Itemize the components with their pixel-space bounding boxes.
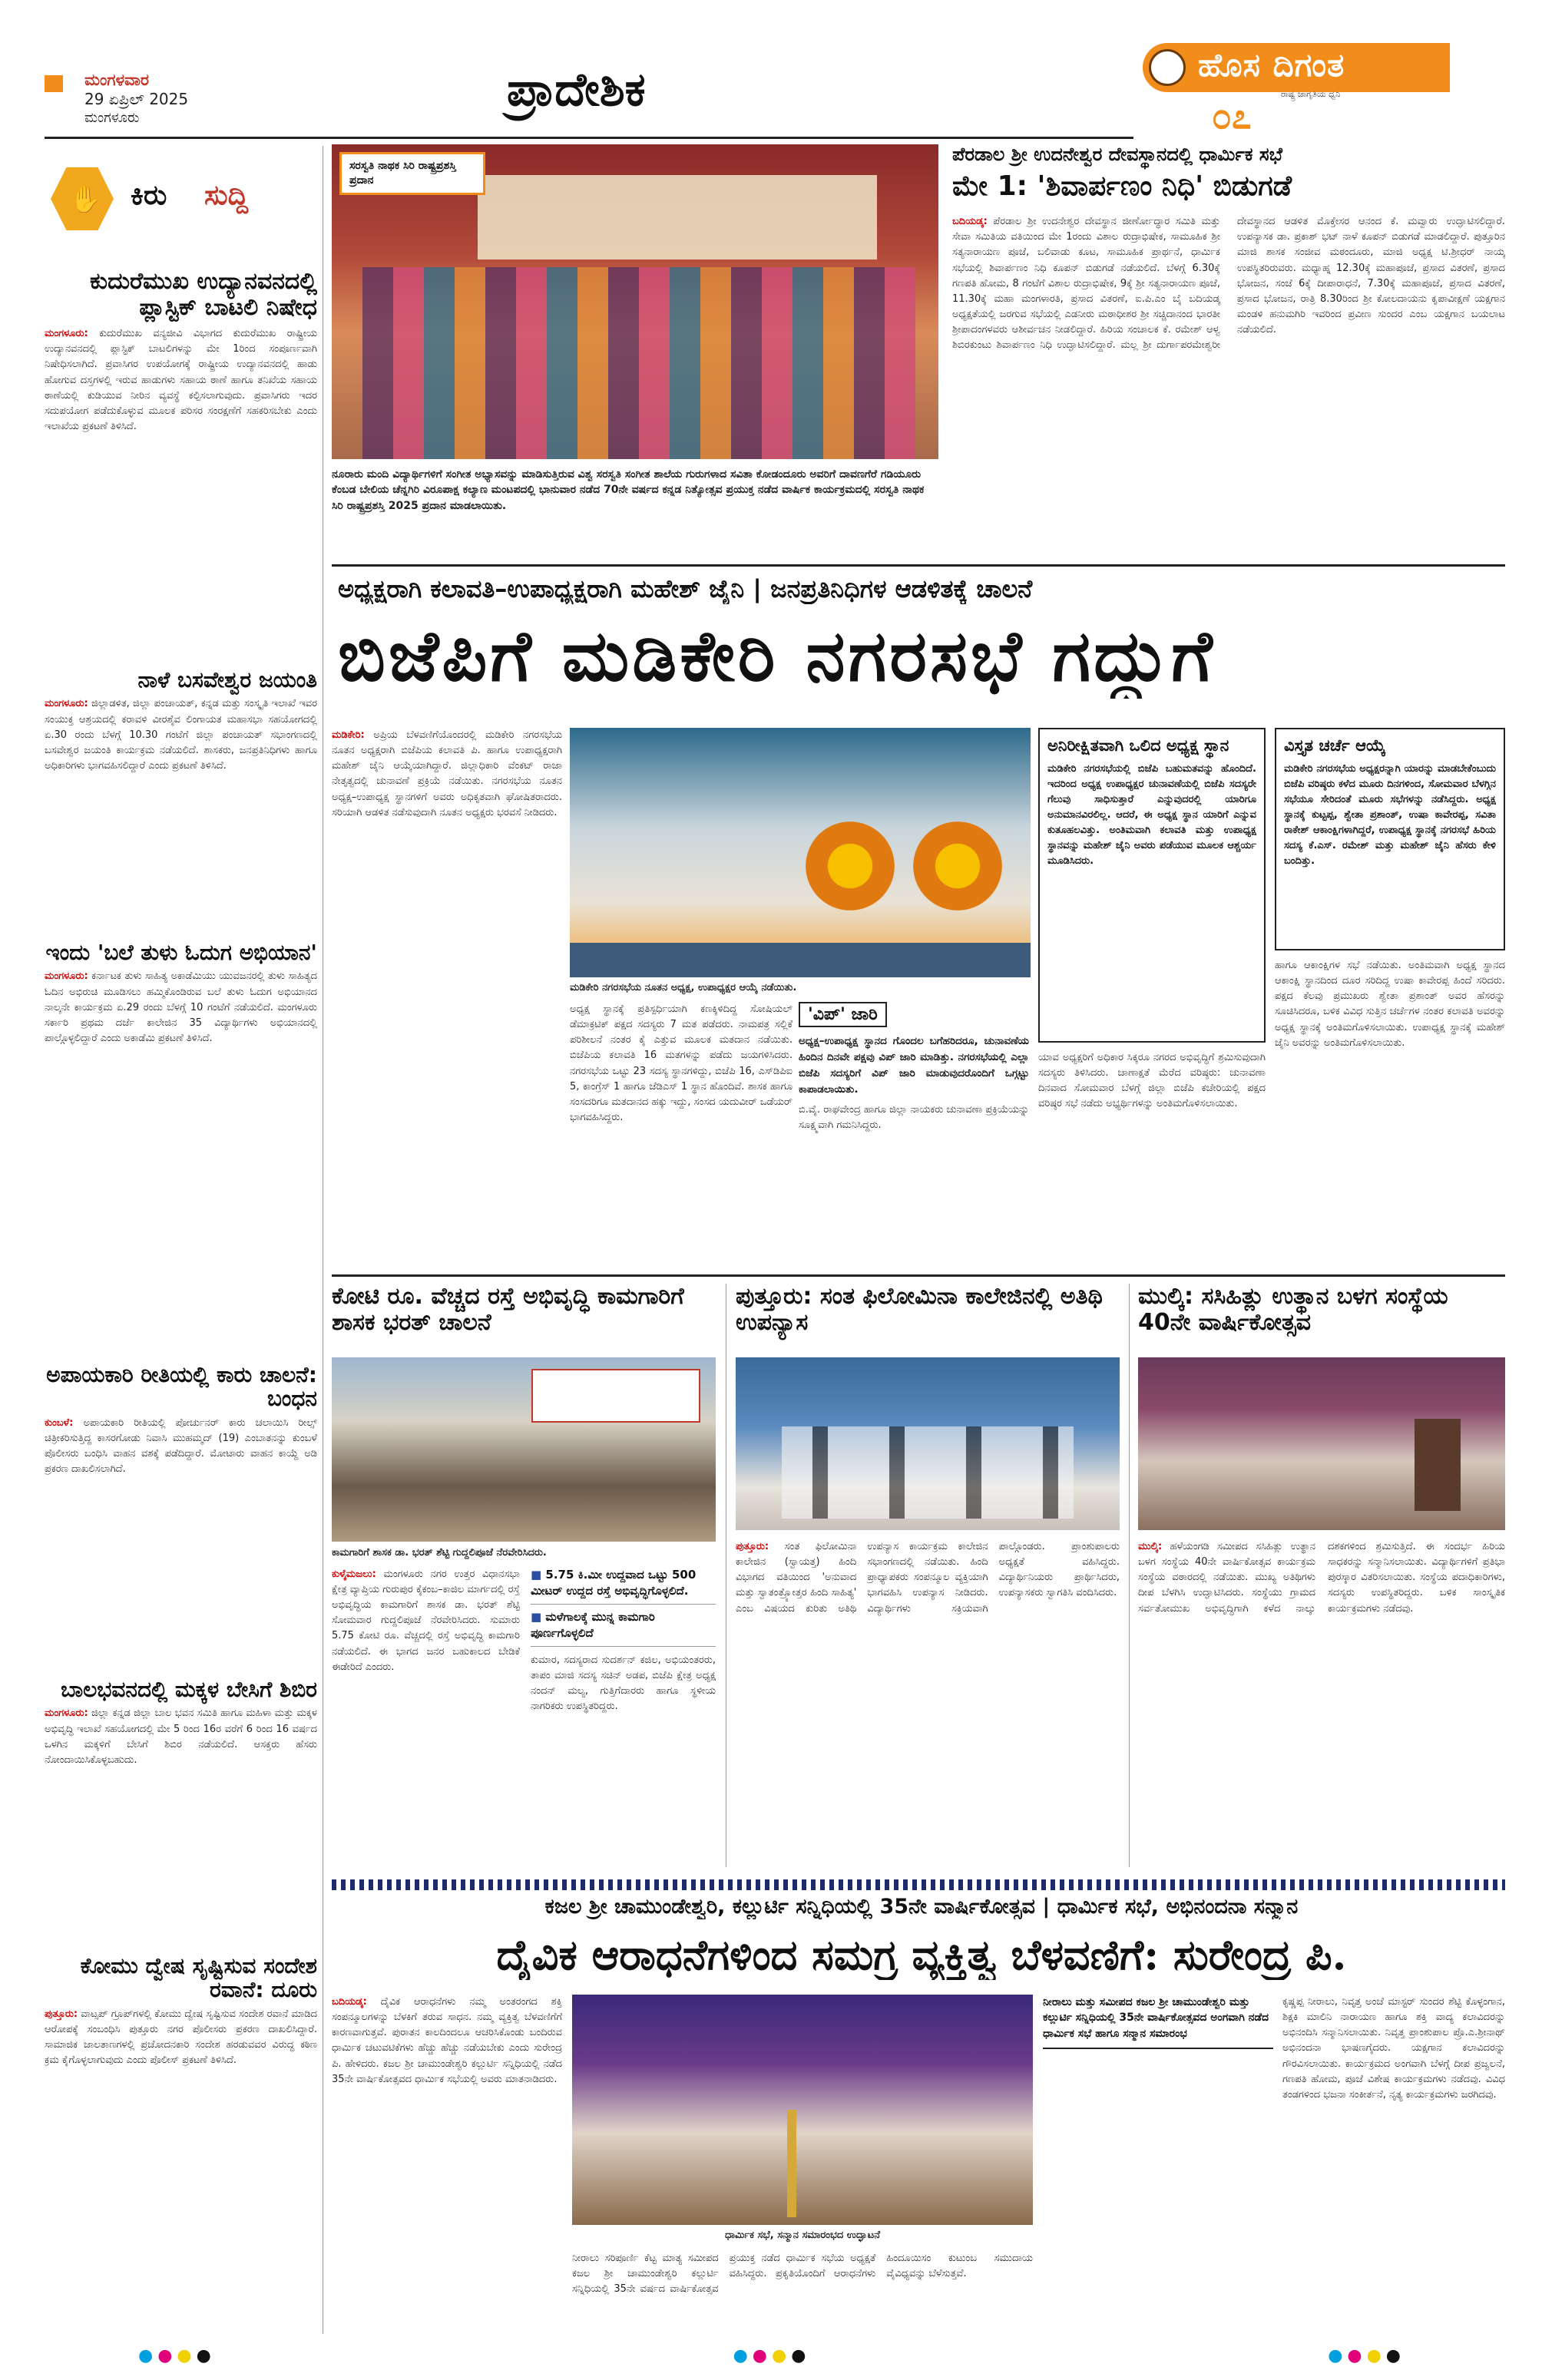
bottom-divider-band <box>332 1879 1505 1890</box>
brief-2-text: ಜಿಲ್ಲಾಡಳಿತ, ಜಿಲ್ಲಾ ಪಂಚಾಯತ್, ಕನ್ನಡ ಮತ್ತು ಸಂಸ್ಕೃತಿ ಇಲಾಖೆ ಇವರ ಸಂಯುಕ್ತ ಆಶ್ರಯದಲ್ಲಿ ಕರಾವಳಿ ವೀರಶೈವ ಲಿಂಗಾಯತ ಮಹಾಸಭಾ ಸಹಯೋಗದಲ್ಲಿ ಏ.30 ರಂದು ಬೆಳಗ್ಗೆ 10.30 ಗಂಟೆಗೆ ಜಿಲ್ಲಾ ಪಂಚಾಯತ್ ಸಭಾಂಗಣದಲ್ಲಿ ಬಸವೇಶ್ವರ ಜಯಂತಿ ಕಾರ್ಯಕ್ರಮ ನಡೆಯಲಿದೆ. ಶಾಸಕರು, ಜನಪ್ರತಿನಿಧಿಗಳು ಹಾಗೂ ಅಧಿಕಾರಿಗಳು ಭಾಗವಹಿಸಲಿದ್ದಾರೆ ಎಂದು ಪ್ರಕಟಣೆ ತಿಳಿಸಿದೆ. <box>45 698 317 772</box>
perdala-kicker: ಪೆರಡಾಲ ಶ್ರೀ ಉದನೇಶ್ವರ ದೇವಸ್ಥಾನದಲ್ಲಿ ಧಾರ್ಮಿಕ ಸಭೆ <box>952 144 1283 165</box>
bottom-caption: ಧಾರ್ಮಿಕ ಸಭೆ, ಸನ್ಮಾನ ಸಮಾರಂಭದ ಉದ್ಘಾಟನೆ <box>724 2230 880 2241</box>
lead-text-2: ಅಧ್ಯಕ್ಷ ಸ್ಥಾನಕ್ಕೆ ಪ್ರತಿಸ್ಪರ್ಧಿಯಾಗಿ ಕಣಕ್ಕಿಳಿದಿದ್ದ ಸೋಷಿಯಲ್ ಡೆಮಾಕ್ರಟಿಕ್ ಪಕ್ಷದ ಸದಸ್ಯರು 7 ಮತ ಪಡೆದರು. ನಾಮಪತ್ರ ಸಲ್ಲಿಕೆ ಪರಿಶೀಲನೆ ನಂತರ ಕೈ ಎತ್ತುವ ಮೂಲಕ ಮತದಾನ ನಡೆಯಿತು. ಬಿಜೆಪಿಯ ಕಲಾವತಿ 16 ಮತಗಳನ್ನು ಪಡೆದು ಜಯಗಳಿಸಿದರು. <box>570 1003 793 1062</box>
brief-5-place: ಮಂಗಳೂರು: <box>45 1707 88 1720</box>
road-fact-2-text: ಮಳೆಗಾಲಕ್ಕೆ ಮುನ್ನ ಕಾಮಗಾರಿ ಪೂರ್ಣಗೊಳ್ಳಲಿದೆ <box>531 1609 655 1640</box>
side-box-2-text: ಮಡಿಕೇರಿ ನಗರಸಭೆಯ ಅಧ್ಯಕ್ಷರನ್ನಾಗಿ ಯಾರನ್ನು ಮಾಡಬೇಕೆಂಬುದು ಬಿಜೆಪಿ ವರಿಷ್ಠರು ಕಳೆದ ಮೂರು ದಿನಗಳಿಂದ, ಸೋಮವಾರ ಬೆಳಗ್ಗಿನ ಸಭೆಯೂ ಸೇರಿದಂತೆ ಮೂರು ಸಭೆಗಳನ್ನು ನಡೆಸಿದ್ದರು. ಅಧ್ಯಕ್ಷ ಸ್ಥಾನಕ್ಕೆ ಕುಟ್ಟಪ್ಪ, ಶ್ವೇತಾ ಪ್ರಶಾಂತ್, ಉಷಾ ಕಾವೇರಪ್ಪ, ಸವಿತಾ ರಾಕೇಶ್ ಆಕಾಂಕ್ಷಿಗಳಾಗಿದ್ದರೆ, ಉಪಾಧ್ಯಕ್ಷ ಸ್ಥಾನಕ್ಕೆ ನಗರಸಭೆ ಹಿರಿಯ ಸದಸ್ಯ ಕೆ.ಎಸ್. ರಮೇಶ್ ಮತ್ತು ಮಹೇಶ್ ಜೈನಿ ಹೆಸರು ಕೇಳಿ ಬಂದಿತ್ತು. <box>1284 762 1496 868</box>
page-number: ೦೭ <box>1212 95 1252 137</box>
brief-3-place: ಮಂಗಳೂರು: <box>45 970 88 983</box>
mulki-title: ಮುಲ್ಕಿ: ಸಸಿಹಿತ್ಲು ಉತ್ಥಾನ ಬಳಗ ಸಂಸ್ಥೆಯ 40ನೇ ವಾರ್ಷಿಕೋತ್ಸವ <box>1138 1284 1448 1336</box>
puttur-photo <box>736 1357 1120 1530</box>
photo-banner <box>478 175 877 259</box>
lead-text-1: ಅಪ್ರಿಯ ಬೆಳವಣಿಗೆಯೊಂದರಲ್ಲಿ ಮಡಿಕೇರಿ ನಗರಸಭೆಯ ನೂತನ ಅಧ್ಯಕ್ಷರಾಗಿ ಬಿಜೆಪಿಯ ಕಲಾವತಿ ಪಿ. ಹಾಗೂ ಉಪಾಧ್ಯಕ್ಷರಾಗಿ ಮಹೇಶ್ ಜೈನಿ ಆಯ್ಕೆಯಾಗಿದ್ದಾರೆ. ಜಿಲ್ಲಾಧಿಕಾರಿ ವೆಂಕಟ್ ರಾಜಾ ನೇತೃತ್ವದಲ್ಲಿ ಚುನಾವಣೆ ಪ್ರಕ್ರಿಯೆ ನಡೆಯಿತು. ನಗರಸಭೆಯ ನೂತನ ಅಧ್ಯಕ್ಷ–ಉಪಾಧ್ಯಕ್ಷ ಸ್ಥಾನಗಳಿಗೆ ಅವರು ಅಧಿಕೃತವಾಗಿ ಘೋಷಿತರಾದರು. ಸರಿಯಾಗಿ ಆಡಳಿತ ನಡೆಸುವುದಾಗಿ ನೂತನ ಅಧ್ಯಕ್ಷರು ಭರವಸೆ ನೀಡಿದರು. <box>332 729 562 818</box>
brief-4-title: ಅಪಾಯಕಾರಿ ರೀತಿಯಲ್ಲಿ ಕಾರು ಚಾಲನೆ: ಬಂಧನ <box>46 1363 317 1412</box>
mulki-text: ಹಳೆಯಂಗಡಿ ಸಮೀಪದ ಸಸಿಹಿತ್ಲು ಉತ್ಥಾನ ಬಳಗ ಸಂಸ್ಥೆಯ 40ನೇ ವಾರ್ಷಿಕೋತ್ಸವ ಕಾರ್ಯಕ್ರಮ ಸಂಸ್ಥೆಯ ವಠಾರದಲ್ಲಿ ನಡೆಯಿತು. ಮುಖ್ಯ ಅತಿಥಿಗಳು ದೀಪ ಬೆಳಗಿಸಿ ಉದ್ಘಾಟಿಸಿದರು. ಸಂಸ್ಥೆಯು ಗ್ರಾಮದ ಸರ್ವತೋಮುಖ ಅಭಿವೃದ್ಧಿಗಾಗಿ ಕಳೆದ ನಾಲ್ಕು ದಶಕಗಳಿಂದ ಶ್ರಮಿಸುತ್ತಿದೆ. ಈ ಸಂದರ್ಭ ಹಿರಿಯ ಸಾಧಕರನ್ನು ಸನ್ಮಾನಿಸಲಾಯಿತು. ವಿದ್ಯಾರ್ಥಿಗಳಿಗೆ ಪ್ರತಿಭಾ ಪುರಸ್ಕಾರ ವಿತರಿಸಲಾಯಿತು. ಸಂಸ್ಥೆಯ ಪದಾಧಿಕಾರಿಗಳು, ಸದಸ್ಯರು ಉಪಸ್ಥಿತರಿದ್ದರು. ಬಳಿಕ ಸಾಂಸ್ಕೃತಿಕ ಕಾರ್ಯಕ್ರಮಗಳು ನಡೆದವು. <box>1138 1541 1505 1615</box>
bottom-col-3: ಕೃಷ್ಣಪ್ಪ ನೀರಾಲು, ನಿವೃತ್ತ ಅಂಚೆ ಮಾಸ್ಟರ್ ಸುಂದರ ಶೆಟ್ಟಿ ಕೊಳ್ಳಂಗಾನ, ಶಿಕ್ಷಕಿ ಮಾಲಿನಿ ನಾರಾಯಣ ಹಾಗೂ ಶಕ್ತಿ ವಾದ್ಯ ಕಲಾವಿದರನ್ನು ಅಭಿನಂದಿಸಿ ಸನ್ಮಾನಿಸಲಾಯಿತು. ನಿವೃತ್ತ ಪ್ರಾಂಶುಪಾಲ ಪ್ರೊ.ಎ.ಶ್ರೀನಾಥ್ ಅಭಿನಂದನಾ ಭಾಷಣಗೈದರು. ಯಕ್ಷಗಾನ ಕಲಾವಿದರನ್ನು ಗೌರವಿಸಲಾಯಿತು. ಕಾರ್ಯಕ್ರಮದ ಅಂಗವಾಗಿ ಬೆಳಗ್ಗೆ ದೀಪ ಪ್ರಜ್ವಲನೆ, ಗಣಪತಿ ಹೋಮ, ಪೂಜೆ ವಿಶೇಷ ಕಾರ್ಯಕ್ರಮಗಳು ನಡೆದವು. ವಿವಿಧ ತಂಡಗಳಿಂದ ಭಜನಾ ಸಂಕೀರ್ತನೆ, ನೃತ್ಯ ಕಾರ್ಯಕ್ರಮಗಳು ಜರಗಿದವು. <box>1282 1996 1505 2101</box>
madikeri-photo <box>570 728 1031 977</box>
madikeri-garland-left <box>800 812 900 920</box>
award-photo <box>332 144 938 459</box>
side-box-2-title: ವಿಸ್ತೃತ ಚರ್ಚೆ ಆಯ್ಕೆ <box>1284 736 1386 755</box>
header <box>0 0 1542 146</box>
brief-6-body <box>45 2007 317 2069</box>
brief-5 <box>45 1678 317 1954</box>
road-col-1 <box>332 1567 520 1843</box>
mulki-body <box>1138 1539 1505 1846</box>
bottom-kicker: ಕಜಲ ಶ್ರೀ ಚಾಮುಂಡೇಶ್ವರಿ, ಕಲ್ಲುರ್ಟಿ ಸನ್ನಿಧಿಯಲ್ಲಿ 35ನೇ ವಾರ್ಷಿಕೋತ್ಸವ | ಧಾರ್ಮಿಕ ಸಭೆ, ಅಭಿನಂದನಾ ಸನ್ಮಾನ <box>544 1895 1299 1919</box>
brief-2 <box>45 668 317 940</box>
registration-marks <box>138 2346 1405 2365</box>
road-fact-1-bullet: ■ <box>531 1567 546 1582</box>
brief-4 <box>45 1363 317 1678</box>
header-rule <box>45 137 1133 139</box>
brief-1-text: ಕುದುರೆಮುಖ ವನ್ಯಜೀವಿ ವಿಭಾಗದ ಕುದುರೆಮುಖ ರಾಷ್ಟ್ರೀಯ ಉದ್ಯಾನವನದಲ್ಲಿ ಪ್ಲಾಸ್ಟಿಕ್ ಬಾಟಲಿಗಳನ್ನು ಮೇ 1ರಿಂದ ಸಂಪೂರ್ಣವಾಗಿ ನಿಷೇಧಿಸಲಾಗಿದೆ. ಪ್ರವಾಸಿಗರ ಉಪಯೋಗಕ್ಕೆ ರಾಷ್ಟ್ರೀಯ ಉದ್ಯಾನವನದಲ್ಲಿ ಹಾಡು ಹೋಗುವ ದಸ್ತಗಳಲ್ಲಿ ಇರುವ ಹಾಡುಗಳು ಸಹಾಯ ಠಾಣೆ ಹಾಗೂ ತನಿಖೆಯ ಸಹಾಯ ಠಾಣೆಯಲ್ಲಿ ಕುಡಿಯುವ ನೀರಿನ ವ್ಯವಸ್ಥೆ ಕಲ್ಪಿಸಲಾಗುವುದು. ಪ್ರವಾಸಿಗರು ಇದರ ಸದುಪಯೋಗ ಪಡೆದುಕೊಳ್ಳುವ ಮೂಲಕ ಪರಿಸರ ಸಂರಕ್ಷಣೆಗೆ ಸಹಕರಿಸಬೇಕು ಎಂದು ಇಲಾಖೆಯ ಪ್ರಕಟಣೆ ತಿಳಿಸಿದೆ. <box>45 328 317 433</box>
date-bar <box>45 75 63 92</box>
brand-tagline: ರಾಷ್ಟ್ರ ಜಾಗೃತಿಯ ಧ್ವನಿ <box>1281 89 1341 99</box>
brief-4-place: ಕುಂಬಳೆ: <box>45 1416 74 1429</box>
divider-puttur-mulki <box>1129 1284 1130 1867</box>
bottom-col-1 <box>332 1995 562 2332</box>
madikeri-garland-right <box>908 812 1008 920</box>
brief-6-place: ಪುತ್ತೂರು: <box>45 2008 78 2020</box>
brief-2-body <box>45 696 317 774</box>
road-fact-1-text: 5.75 ಕಿ.ಮೀ ಉದ್ದವಾದ ಒಟ್ಟು 500 ಮೀಟರ್ ಉದ್ದದ ರಸ್ತೆ ಅಭಿವೃದ್ಧಿಗೊಳ್ಳಲಿದೆ. <box>531 1567 697 1598</box>
whip-title: 'ವಿಪ್' ಜಾರಿ <box>799 1002 887 1027</box>
date-block <box>45 71 198 126</box>
bottom-col-2: ನೀರಾಲು ಸರಿಪೂರ್ಣಿ ಕೆಟ್ಟ ಮಾತ್ಯ ಸಮೀಪದ ಕಜಲ ಶ್ರೀ ಚಾಮುಂಡೇಶ್ವರಿ ಕಲ್ಲುರ್ಟಿ ಸನ್ನಿಧಿಯಲ್ಲಿ 35ನೇ ವರ್ಷದ ವಾರ್ಷಿಕೋತ್ಸವ ಪ್ರಯುಕ್ತ ನಡೆದ ಧಾರ್ಮಿಕ ಸಭೆಯ ಅಧ್ಯಕ್ಷತೆ ವಹಿಸಿದ್ದರು. ಪ್ರಕೃತಿಯೊಂದಿಗೆ ಆರಾಧನೆಗಳು ಹಿಂದೂಯಿಸಂ ಕುಟುಂಬ ಸಮುದಾಯ ವೈವಿಧ್ಯವನ್ನು ಬೆಳೆಸುತ್ತವೆ. <box>572 2253 1033 2296</box>
puttur-title: ಪುತ್ತೂರು: ಸಂತ ಫಿಲೋಮಿನಾ ಕಾಲೇಜಿನಲ್ಲಿ ಅತಿಥಿ ಉಪನ್ಯಾಸ <box>736 1284 1103 1336</box>
road-photo <box>332 1357 716 1542</box>
brief-2-title: ನಾಳೆ ಬಸವೇಶ್ವರ ಜಯಂತಿ <box>137 668 317 693</box>
perdala-body <box>952 214 1505 537</box>
suddi-label: ಸುದ್ದಿ <box>204 180 249 211</box>
brief-6 <box>45 1954 317 2276</box>
hand-glyph-icon: ✋ <box>69 184 102 215</box>
whip-text: ಬಿ.ವೈ. ರಾಘವೇಂದ್ರ ಹಾಗೂ ಜಿಲ್ಲಾ ನಾಯಕರು ಚುನಾವಣಾ ಪ್ರಕ್ರಿಯೆಯನ್ನು ಸೂಕ್ಷ್ಮವಾಗಿ ಗಮನಿಸಿದ್ದರು. <box>799 1103 1029 1131</box>
brief-1-body <box>45 326 317 435</box>
bottom-place: ಬದಿಯಡ್ಕ: <box>332 1996 367 2008</box>
section-title: ಪ್ರಾದೇಶಿಕ <box>507 63 646 117</box>
rule-lead-bottom <box>332 1274 1505 1277</box>
bottom-side-box <box>1043 1995 1273 2332</box>
lead-title: ಬಿಜೆಪಿಗೆ ಮಡಿಕೇರಿ ನಗರಸಭೆ ಗದ್ದುಗೆ <box>338 614 1216 697</box>
reg-mark-left: ●●●● <box>138 2346 216 2365</box>
puttur-body <box>736 1539 1120 1846</box>
lead-text-3: ನಗರಸಭೆಯ ಒಟ್ಟು 23 ಸದಸ್ಯ ಸ್ಥಾನಗಳಿದ್ದು, ಬಿಜೆಪಿ 16, ಎಸ್‌ಡಿಪಿಐ 5, ಕಾಂಗ್ರೆಸ್ 1 ಹಾಗೂ ಜೆಡಿಎಸ್ 1 ಸ್ಥಾನ ಹೊಂದಿವೆ. ಶಾಸಕ ಹಾಗೂ ಸಂಸದರಿಗೂ ಮತದಾನದ ಹಕ್ಕು ಇದ್ದು, ಸಂಸದ ಯದುವೀರ್ ಒಡೆಯರ್ ಭಾಗವಹಿಸಿದ್ದರು. <box>570 1065 793 1123</box>
reg-mark-center: ●●●● <box>733 2346 811 2365</box>
award-badge <box>339 152 485 195</box>
lead-col-2 <box>570 1002 793 1263</box>
left-column <box>45 154 317 2326</box>
kiru-label: ಕಿರು <box>131 180 167 211</box>
brief-list <box>45 269 317 2276</box>
brief-2-place: ಮಂಗಳೂರು: <box>45 698 88 710</box>
road-fact-2 <box>531 1609 716 1647</box>
road-text: ಮಂಗಳೂರು ನಗರ ಉತ್ತರ ವಿಧಾನಸಭಾ ಕ್ಷೇತ್ರ ವ್ಯಾಪ್ತಿಯ ಗುರುಪುರ ಕೈಕಂಬ–ಕಾಜಿಲ ಮಾರ್ಗದಲ್ಲಿ ರಸ್ತೆ ಅಭಿವೃದ್ಧಿಯ ಕಾಮಗಾರಿಗೆ ಶಾಸಕ ಡಾ. ಭರತ್ ಶೆಟ್ಟಿ ಸೋಮವಾರ ಗುದ್ದಲಿಪೂಜೆ ನೆರವೇರಿಸಿದರು. ಸುಮಾರು 5.75 ಕೋಟಿ ರೂ. ವೆಚ್ಚದಲ್ಲಿ ರಸ್ತೆ ಅಭಿವೃದ್ಧಿ ಕಾಮಗಾರಿ ನಡೆಯಲಿದೆ. ಈ ಭಾಗದ ಜನರ ಬಹುಕಾಲದ ಬೇಡಿಕೆ ಈಡೇರಿದೆ ಎಂದರು. <box>332 1568 520 1673</box>
side-2-more: ಹಾಗೂ ಆಕಾಂಕ್ಷಿಗಳ ಸಭೆ ನಡೆಯಿತು. ಅಂತಿಮವಾಗಿ ಅಧ್ಯಕ್ಷ ಸ್ಥಾನದ ಆಕಾಂಕ್ಷಿ ಸ್ಥಾನದಿಂದ ದೂರ ಸರಿದಿದ್ದ ಉಷಾ ಕಾವೇರಪ್ಪ ಹಿಂದೆ ಸರಿದರು. ಪಕ್ಷದ ಕೆಲವು ಪ್ರಮುಖರು ಶ್ವೇತಾ ಪ್ರಶಾಂತ್ ಅವರ ಹೆಸರನ್ನು ಸೂಚಿಸಿದರೂ, ಬಳಿಕ ವಿವಿಧ ಸುತ್ತಿನ ಚರ್ಚೆಗಳ ನಂತರ ಕಲಾವತಿ ಅವರನ್ನು ಅಧ್ಯಕ್ಷ ಸ್ಥಾನಕ್ಕೆ ಅಂತಿಮಗೊಳಿಸಲಾಯಿತು. ಉಪಾಧ್ಯಕ್ಷ ಸ್ಥಾನಕ್ಕೆ ಮಹೇಶ್ ಜೈನಿ ಅವರನ್ನು ಅಂತಿಮಗೊಳಿಸಲಾಯಿತು. <box>1275 960 1505 1049</box>
brief-1 <box>45 269 317 668</box>
brief-3-body <box>45 969 317 1046</box>
brand-emblem-icon <box>1149 49 1186 86</box>
mulki-podium <box>1415 1419 1461 1511</box>
mulki-story <box>1138 1284 1505 1867</box>
road-fact-2-bullet: ■ <box>531 1609 546 1624</box>
side-box-2 <box>1275 728 1505 950</box>
mulki-place: ಮುಲ್ಕಿ: <box>1138 1541 1163 1552</box>
puttur-place: ಪುತ್ತೂರು: <box>736 1541 769 1552</box>
perdala-place: ಬದಿಯಡ್ಕ: <box>952 216 988 228</box>
photo-people <box>362 267 915 459</box>
bottom-text: ದೈವಿಕ ಆರಾಧನೆಗಳು ನಮ್ಮ ಅಂತರಂಗದ ಶಕ್ತಿ ಸಂಪನ್ಮೂಲಗಳನ್ನು ಬೆಳಕಿಗೆ ತರುವ ಸಾಧನ. ನಮ್ಮ ವ್ಯಕ್ತಿತ್ವ ಬೆಳವಣಿಗೆಗೆ ಕಾರಣವಾಗುತ್ತವೆ. ಪುರಾತನ ಕಾಲದಿಂದಲೂ ಆಚರಿಸಿಕೊಂಡು ಬಂದಿರುವ ಧಾರ್ಮಿಕ ಚಟುವಟಿಕೆಗಳು ಹೆಚ್ಚು ಹೆಚ್ಚು ನಡೆಯಬೇಕು ಎಂದು ಸುರೇಂದ್ರ ಪಿ. ಹೇಳಿದರು. ಕಜಲ ಶ್ರೀ ಚಾಮುಂಡೇಶ್ವರಿ ಕಲ್ಲುರ್ಟಿ ಸನ್ನಿಧಿಯಲ್ಲಿ ನಡೆದ 35ನೇ ವಾರ್ಷಿಕೋತ್ಸವದ ಧಾರ್ಮಿಕ ಸಭೆಯಲ್ಲಿ ಅವರು ಮಾತನಾಡಿದರು. <box>332 1996 562 2085</box>
date: 29 ಏಪ್ರಿಲ್ 2025 <box>84 90 189 108</box>
brief-4-body <box>45 1416 317 1478</box>
road-place: ಕುಳೈಮಜಲು: <box>332 1568 376 1580</box>
road-story <box>332 1284 716 1867</box>
road-fact-1 <box>531 1567 716 1605</box>
perdala-text: ಪೆರಡಾಲ ಶ್ರೀ ಉದನೇಶ್ವರ ದೇವಸ್ಥಾನ ಜೀರ್ಣೋದ್ಧಾರ ಸಮಿತಿ ಮತ್ತು ಸೇವಾ ಸಮಿತಿಯ ವತಿಯಿಂದ ಮೇ 1ರಂದು ವಿಶಾಲ ರುದ್ರಾಭಿಷೇಕ, ಸಾಮೂಹಿಕ ಶ್ರೀ ಸತ್ಯನಾರಾಯಣ ಪೂಜೆ, ಬಲಿವಾಡು ಕೂಟ, ಸಾಮೂಹಿಕ ಪ್ರಾರ್ಥನೆ, ಧಾರ್ಮಿಕ ಸಭೆಯಲ್ಲಿ ಶಿವಾರ್ಪಣಂ ನಿಧಿ ಕೂಪನ್ ಬಿಡುಗಡೆ ನಡೆಯಲಿದೆ. ಬೆಳಗ್ಗೆ 6.30ಕ್ಕೆ ಗಣಪತಿ ಹೋಮ, 8 ಗಂಟೆಗೆ ವಿಶಾಲ ರುದ್ರಾಭಿಷೇಕ, 9ಕ್ಕೆ ಶ್ರೀ ಸತ್ಯನಾರಾಯಣ ಪೂಜೆ, 11.30ಕ್ಕೆ ಮಹಾ ಮಂಗಳಾರತಿ, ಪ್ರಸಾದ ವಿತರಣೆ, ಐ.ಪಿ.ಎಂ ಬೈ ಬದಿಯಡ್ಕ ಅಧ್ಯಕ್ಷತೆಯಲ್ಲಿ ಜರಗುವ ಸಭೆಯಲ್ಲಿ ಎಡನೀರು ಮಠಾಧೀಶರ ಶ್ರೀ ಸಚ್ಚಿದಾನಂದ ಭಾರತೀ ಶ್ರೀಪಾದಂಗಳವರು ಆಶೀರ್ವಚನ ನೀಡಲಿದ್ದಾರೆ. ಹಿರಿಯ ಸಂಚಾಲಕ ಕೆ. ರಮೇಶ್ ಆಳ್ವ ಶಿಬಿರಕುಂಟು ಶಿವಾರ್ಪಣಂ ನಿಧಿ ಉದ್ಘಾಟಿಸಲಿದ್ದಾರೆ. ಮಲ್ಲ ಶ್ರೀ ದುರ್ಗಾಪರಮೇಶ್ವರೀ ದೇವಸ್ಥಾನದ ಆಡಳಿತ ಮೊಕ್ತೇಸರ ಆನಂದ ಕೆ. ಮವ್ವಾರು ಉದ್ಘಾಟಿಸಲಿದ್ದಾರೆ. ಉಪನ್ಯಾಸಕ ಡಾ. ಪ್ರಕಾಶ್ ಭಟ್ ನಾಳೆ ಕೂಪನ್ ಬಿಡುಗಡೆ ಮಾಡಲಿದ್ದಾರೆ. ಪುತ್ತೂರಿನ ಮಾಜಿ ಶಾಸಕ ಸಂಜೀವ ಮಠಂದೂರು, ಮಾಜಿ ಅಧ್ಯಕ್ಷ ಟಿ.ಶ್ರೀಧರ್ ನಾಯ್ಕ ಉಪಸ್ಥಿತರಿರುವರು. ಮಧ್ಯಾಹ್ನ 12.30ಕ್ಕೆ ಮಹಾಪೂಜೆ, ಪ್ರಸಾದ ವಿತರಣೆ, ಪ್ರಸಾದ ಭೋಜನ, ಸಂಜೆ 6ಕ್ಕೆ ದೀಪಾರಾಧನೆ, 7.30ಕ್ಕೆ ಮಹಾಪೂಜೆ, ಪ್ರಸಾದ ವಿತರಣೆ, ಪ್ರಸಾದ ಭೋಜನ, ರಾತ್ರಿ 8.30ರಿಂದ ಶ್ರೀ ಕೋಲದಾಯನು ಕೃಪಾವೀಕ್ಷಣೆ ಯಕ್ಷಗಾನ ಮಂಡಳಿ ಹನುಮಗಿರಿ ಇವರಿಂದ ಪ್ರವೀಣ ಸುಂದರ ಎಂಬ ಯಕ್ಷಗಾನ ಬಯಲಾಟ ನಡೆಯಲಿದೆ. <box>952 216 1505 352</box>
side-box-1 <box>1038 728 1266 1043</box>
bottom-lamp <box>787 2110 796 2217</box>
road-col-2: ಕುಮಾರ, ಸದಸ್ಯರಾದ ಸುದರ್ಶನ್ ಕಜಿಲ, ಅಭಿಯಂತರರು, ತಾಪಂ ಮಾಜಿ ಸದಸ್ಯ ಸಚಿನ್ ಅಡಪ, ಬಿಜೆಪಿ ಕ್ಷೇತ್ರ ಅಧ್ಯಕ್ಷ ನಂದನ್ ಮಲ್ಯ, ಗುತ್ತಿಗೆದಾರರು ಹಾಗೂ ಸ್ಥಳೀಯ ನಾಗರಿಕರು ಉಪಸ್ಥಿತರಿದ್ದರು. <box>531 1654 716 1713</box>
side-box-1-title: ಅನಿರೀಕ್ಷಿತವಾಗಿ ಒಲಿದ ಅಧ್ಯಕ್ಷ ಸ್ಥಾನ <box>1047 736 1229 755</box>
reg-mark-right: ●●●● <box>1328 2346 1405 2365</box>
award-badge-text: ಸರಸ್ವತಿ ನಾಥಕ ಸಿರಿ ರಾಷ್ಟ್ರಪ್ರಶಸ್ತಿ ಪ್ರದಾನ <box>349 160 456 187</box>
lead-col-1 <box>332 728 562 1265</box>
kiru-suddi-banner <box>45 154 317 246</box>
perdala-title: ಮೇ 1: 'ಶಿವಾರ್ಪಣಂ ನಿಧಿ' ಬಿಡುಗಡೆ <box>952 170 1292 202</box>
road-banner <box>531 1369 700 1423</box>
brief-6-text: ವಾಟ್ಸಪ್ ಗ್ರೂಪ್‌ಗಳಲ್ಲಿ ಕೋಮು ದ್ವೇಷ ಸೃಷ್ಟಿಸುವ ಸಂದೇಶ ರವಾನೆ ಮಾಡಿದ ಆರೋಪಕ್ಕೆ ಸಂಬಂಧಿಸಿ ಪುತ್ತೂರು ನಗರ ಪೊಲೀಸರು ಪ್ರಕರಣ ದಾಖಲಿಸಿದ್ದಾರೆ. ಸಾಮಾಜಿಕ ಜಾಲತಾಣಗಳಲ್ಲಿ ಪ್ರಚೋದನಕಾರಿ ಸಂದೇಶ ಹರಡುವವರ ವಿರುದ್ಧ ಕಠಿಣ ಕ್ರಮ ಕೈಗೊಳ್ಳಲಾಗುವುದು ಎಂದು ಪೊಲೀಸ್ ಪ್ರಕಟಣೆ ತಿಳಿಸಿದೆ. <box>45 2008 317 2067</box>
whip-box <box>799 1002 1029 1263</box>
road-caption: ಕಾಮಗಾರಿಗೆ ಶಾಸಕ ಡಾ. ಭರತ್ ಶೆಟ್ಟಿ ಗುದ್ದಲಿಪೂಜೆ ನೆರವೇರಿಸಿದರು. <box>332 1547 547 1559</box>
bottom-title: ದೈವಿಕ ಆರಾಧನೆಗಳಿಂದ ಸಮಗ್ರ ವ್ಯಕ್ತಿತ್ವ ಬೆಳವಣಿಗೆ: ಸುರೇಂದ್ರ ಪಿ. <box>496 1930 1347 1979</box>
madikeri-table <box>570 943 1031 977</box>
side-1-more: ಯಾವ ಅಧ್ಯಕ್ಷರಿಗೆ ಅಧಿಕಾರ ಸಿಕ್ಕರೂ ನಗರದ ಅಭಿವೃದ್ಧಿಗೆ ಶ್ರಮಿಸುವುದಾಗಿ ಸದಸ್ಯರು ತಿಳಿಸಿದರು. ಚಾಣಾಕ್ಷತೆ ಮೆರೆದ ವರಿಷ್ಠರು: ಚುನಾವಣಾ ದಿನವಾದ ಸೋಮವಾರ ಬೆಳಗ್ಗೆ ಜಿಲ್ಲಾ ಬಿಜೆಪಿ ಕಚೇರಿಯಲ್ಲಿ ಪಕ್ಷದ ವರಿಷ್ಠರ ಸಭೆ ನಡೆದು ಅಭ್ಯರ್ಥಿಗಳನ್ನು ಅಂತಿಮಗೊಳಿಸಲಾಯಿತು. <box>1038 1052 1266 1110</box>
puttur-story <box>736 1284 1120 1867</box>
road-title: ಕೋಟಿ ರೂ. ವೆಚ್ಚದ ರಸ್ತೆ ಅಭಿವೃದ್ಧಿ ಕಾಮಗಾರಿಗೆ ಶಾಸಕ ಭರತ್ ಚಾಲನೆ <box>332 1284 684 1336</box>
brief-5-title: ಬಾಲಭವನದಲ್ಲಿ ಮಕ್ಕಳ ಬೇಸಿಗೆ ಶಿಬಿರ <box>61 1678 317 1702</box>
side-box-1-text: ಮಡಿಕೇರಿ ನಗರಸಭೆಯಲ್ಲಿ ಬಿಜೆಪಿ ಬಹುಮತವನ್ನು ಹೊಂದಿದೆ. ಇದರಿಂದ ಅಧ್ಯಕ್ಷ ಉಪಾಧ್ಯಕ್ಷರ ಚುನಾವಣೆಯಲ್ಲಿ ಬಿಜೆಪಿ ಸದಸ್ಯರೇ ಗೆಲುವು ಸಾಧಿಸುತ್ತಾರೆ ಎನ್ನುವುದರಲ್ಲಿ ಯಾರಿಗೂ ಅನುಮಾನವಿರಲಿಲ್ಲ. ಆದರೆ, ಈ ಅಧ್ಯಕ್ಷ ಸ್ಥಾನ ಯಾರಿಗೆ ಎನ್ನುವ ಕುತೂಹಲವಿತ್ತು. ಅಂತಿಮವಾಗಿ ಕಲಾವತಿ ಮತ್ತು ಉಪಾಧ್ಯಕ್ಷ ಸ್ಥಾನವನ್ನು ಮಹೇಶ್ ಜೈನಿ ಅವರು ಪಡೆಯುವ ಮೂಲಕ ಆಶ್ಚರ್ಯ ಮೂಡಿಸಿದರು. <box>1047 762 1256 868</box>
brief-6-title: ಕೋಮು ದ್ವೇಷ ಸೃಷ್ಟಿಸುವ ಸಂದೇಶ ರವಾನೆ: ದೂರು <box>80 1954 317 2003</box>
brief-4-text: ಅಪಾಯಕಾರಿ ರೀತಿಯಲ್ಲಿ ಪೋರ್ಚುನರ್ ಕಾರು ಚಲಾಯಿಸಿ ರೀಲ್ಸ್ ಚಿತ್ರೀಕರಿಸುತ್ತಿದ್ದ ಕಾಸರಗೋಡು ನಿವಾಸಿ ಮುಹಮ್ಮದ್ (19) ಎಂಬಾತನನ್ನು ಕುಂಬಳೆ ಪೊಲೀಸರು ಬಂಧಿಸಿ ವಾಹನ ವಶಕ್ಕೆ ಪಡೆದಿದ್ದಾರೆ. ಮೋಟಾರು ವಾಹನ ಕಾಯ್ದೆ ಅಡಿ ಪ್ರಕರಣ ದಾಖಲಿಸಲಾಗಿದೆ. <box>45 1416 317 1476</box>
whip-lead: ಅಧ್ಯಕ್ಷ–ಉಪಾಧ್ಯಕ್ಷ ಸ್ಥಾನದ ಗೊಂದಲ ಬಗೆಹರಿದರೂ, ಚುನಾವಣೆಯ ಹಿಂದಿನ ದಿನವೇ ಪಕ್ಷವು ವಿಪ್ ಜಾರಿ ಮಾಡಿತ್ತು. ನಗರಸಭೆಯಲ್ಲಿ ಎಲ್ಲಾ ಬಿಜೆಪಿ ಸದಸ್ಯರಿಗೆ ವಿಪ್ ಜಾರಿ ಮಾಡುವುದರೊಂದಿಗೆ ಒಗ್ಗಟ್ಟು ಕಾಪಾಡಲಾಯಿತು. <box>799 1035 1029 1096</box>
day: ಮಂಗಳವಾರ <box>84 71 150 89</box>
brief-3-title: ಇಂದು 'ಬಲೆ ತುಳು ಓದುಗ ಅಭಿಯಾನ' <box>45 940 317 965</box>
mulki-photo <box>1138 1357 1505 1530</box>
brief-3 <box>45 940 317 1363</box>
rule-lead-top <box>332 564 1505 567</box>
brief-5-body <box>45 1706 317 1768</box>
lead-place: ಮಡಿಕೇರಿ: <box>332 729 365 741</box>
lead-kicker: ಅಧ್ಯಕ್ಷರಾಗಿ ಕಲಾವತಿ–ಉಪಾಧ್ಯಕ್ಷರಾಗಿ ಮಹೇಶ್ ಜೈನಿ | ಜನಪ್ರತಿನಿಧಿಗಳ ಆಡಳಿತಕ್ಕೆ ಚಾಲನೆ <box>338 574 1033 603</box>
puttur-text: ಸಂತ ಫಿಲೋಮಿನಾ ಕಾಲೇಜಿನ (ಸ್ವಾಯತ್ತ) ಹಿಂದಿ ವಿಭಾಗದ ವತಿಯಿಂದ 'ಅನುವಾದ ಮತ್ತು ಸ್ವಾತಂತ್ರ್ಯೋತ್ತರ ಹಿಂದಿ ಸಾಹಿತ್ಯ' ಎಂಬ ವಿಷಯದ ಕುರಿತು ಅತಿಥಿ ಉಪನ್ಯಾಸ ಕಾರ್ಯಕ್ರಮ ಕಾಲೇಜಿನ ಸಭಾಂಗಣದಲ್ಲಿ ನಡೆಯಿತು. ಹಿಂದಿ ಪ್ರಾಧ್ಯಾಪಕರು ಸಂಪನ್ಮೂಲ ವ್ಯಕ್ತಿಯಾಗಿ ಭಾಗವಹಿಸಿ ಉಪನ್ಯಾಸ ನೀಡಿದರು. ವಿದ್ಯಾರ್ಥಿಗಳು ಸಕ್ರಿಯವಾಗಿ ಪಾಲ್ಗೊಂಡರು. ಪ್ರಾಂಶುಪಾಲರು ಅಧ್ಯಕ್ಷತೆ ವಹಿಸಿದ್ದರು. ವಿದ್ಯಾರ್ಥಿನಿಯರು ಪ್ರಾರ್ಥಿಸಿದರು, ಉಪನ್ಯಾಸಕರು ಸ್ವಾಗತಿಸಿ ವಂದಿಸಿದರು. <box>736 1541 1120 1615</box>
madikeri-caption: ಮಡಿಕೇರಿ ನಗರಸಭೆಯ ನೂತನ ಅಧ್ಯಕ್ಷ, ಉಪಾಧ್ಯಕ್ಷರ ಆಯ್ಕೆ ನಡೆಯಿತು. <box>570 982 797 993</box>
brief-3-text: ಕರ್ನಾಟಕ ತುಳು ಸಾಹಿತ್ಯ ಅಕಾಡೆಮಿಯು ಯುವಜನರಲ್ಲಿ ತುಳು ಸಾಹಿತ್ಯದ ಓದಿನ ಅಭಿರುಚಿ ಮೂಡಿಸಲು ಹಮ್ಮಿಕೊಂಡಿರುವ ಬಲೆ ತುಳು ಓದುಗ ಅಭಿಯಾನದ ನಾಲ್ಕನೇ ಕಾರ್ಯಕ್ರಮ ಏ.29 ರಂದು ಬೆಳಗ್ಗೆ 10 ಗಂಟೆಗೆ ನಡೆಯಲಿದೆ. ಮಂಗಳೂರು ಸರ್ಕಾರಿ ಪ್ರಥಮ ದರ್ಜೆ ಕಾಲೇಜಿನ 35 ವಿದ್ಯಾರ್ಥಿಗಳು ಅಭಿಯಾನದಲ್ಲಿ ಪಾಲ್ಗೊಳ್ಳಲಿದ್ದಾರೆ ಎಂದು ಅಕಾಡೆಮಿ ಪ್ರಕಟಣೆ ತಿಳಿಸಿದೆ. <box>45 970 317 1044</box>
bottom-box-title: ನೀರಾಲು ಮತ್ತು ಸಮೀಪದ ಕಜಲ ಶ್ರೀ ಚಾಮುಂಡೇಶ್ವರಿ ಮತ್ತು ಕಲ್ಲುರ್ಟಿ ಸನ್ನಿಧಿಯಲ್ಲಿ 35ನೇ ವಾರ್ಷಿಕೋತ್ಸವದ ಅಂಗವಾಗಿ ನಡೆದ ಧಾರ್ಮಿಕ ಸಭೆ ಹಾಗೂ ಸನ್ಮಾನ ಸಮಾರಂಭ <box>1043 1995 1273 2049</box>
brief-1-title: ಕುದುರೆಮುಖ ಉದ್ಯಾನವನದಲ್ಲಿ ಪ್ಲಾಸ್ಟಿಕ್ ಬಾಟಲಿ ನಿಷೇಧ <box>90 269 317 321</box>
puttur-stage <box>782 1426 1074 1519</box>
award-caption: ನೂರಾರು ಮಂದಿ ವಿದ್ಯಾರ್ಥಿಗಳಿಗೆ ಸಂಗೀತ ಅಭ್ಯಾಸವನ್ನು ಮಾಡಿಸುತ್ತಿರುವ ವಿಶ್ವ ಸರಸ್ವತಿ ಸಂಗೀತ ಶಾಲೆಯ ಗುರುಗಳಾದ ಸವಿತಾ ಕೋಡಂದೂರು ಅವರಿಗೆ ದಾವಣಗೆರೆ ಗಡಿಯೂರು ಕೆಂಬಡ ಬೇಲಿಯ ಚೆನ್ನಗಿರಿ ವಿರೂಪಾಕ್ಷ ಕಲ್ಯಾಣ ಮಂಟಪದಲ್ಲಿ ಭಾನುವಾರ ನಡೆದ 70ನೇ ವರ್ಷದ ಕನ್ನಡ ನಿತ್ಯೋತ್ಸವ ಪ್ರಯುಕ್ತ ನಡೆದ ವಾರ್ಷಿಕ ಕಾರ್ಯಕ್ರಮದಲ್ಲಿ ಸರಸ್ವತಿ ನಾಥಕ ಸಿರಿ ರಾಷ್ಟ್ರಪ್ರಶಸ್ತಿ 2025 ಪ್ರದಾನ ಮಾಡಲಾಯಿತು. <box>332 468 925 512</box>
brief-1-place: ಮಂಗಳೂರು: <box>45 328 88 340</box>
bottom-photo <box>572 1995 1033 2225</box>
brand-logo <box>1135 43 1458 135</box>
brief-5-text: ಜಿಲ್ಲಾ ಕನ್ನಡ ಜಿಲ್ಲಾ ಬಾಲ ಭವನ ಸಮಿತಿ ಹಾಗೂ ಮಹಿಳಾ ಮತ್ತು ಮಕ್ಕಳ ಅಭಿವೃದ್ಧಿ ಇಲಾಖೆ ಸಹಯೋಗದಲ್ಲಿ ಮೇ 5 ರಿಂದ 16ರ ವರೆಗೆ 6 ರಿಂದ 16 ವರ್ಷದ ಒಳಗಿನ ಮಕ್ಕಳಿಗೆ ಬೇಸಿಗೆ ಶಿಬಿರ ನಡೆಯಲಿದೆ. ಆಸಕ್ತರು ಹೆಸರು ನೋಂದಾಯಿಸಿಕೊಳ್ಳಬಹುದು. <box>45 1707 317 1766</box>
perdala-story <box>952 144 1505 559</box>
brand-name: ಹೊಸ ದಿಗಂತ <box>1198 46 1345 84</box>
city: ಮಂಗಳೂರು <box>84 110 140 126</box>
